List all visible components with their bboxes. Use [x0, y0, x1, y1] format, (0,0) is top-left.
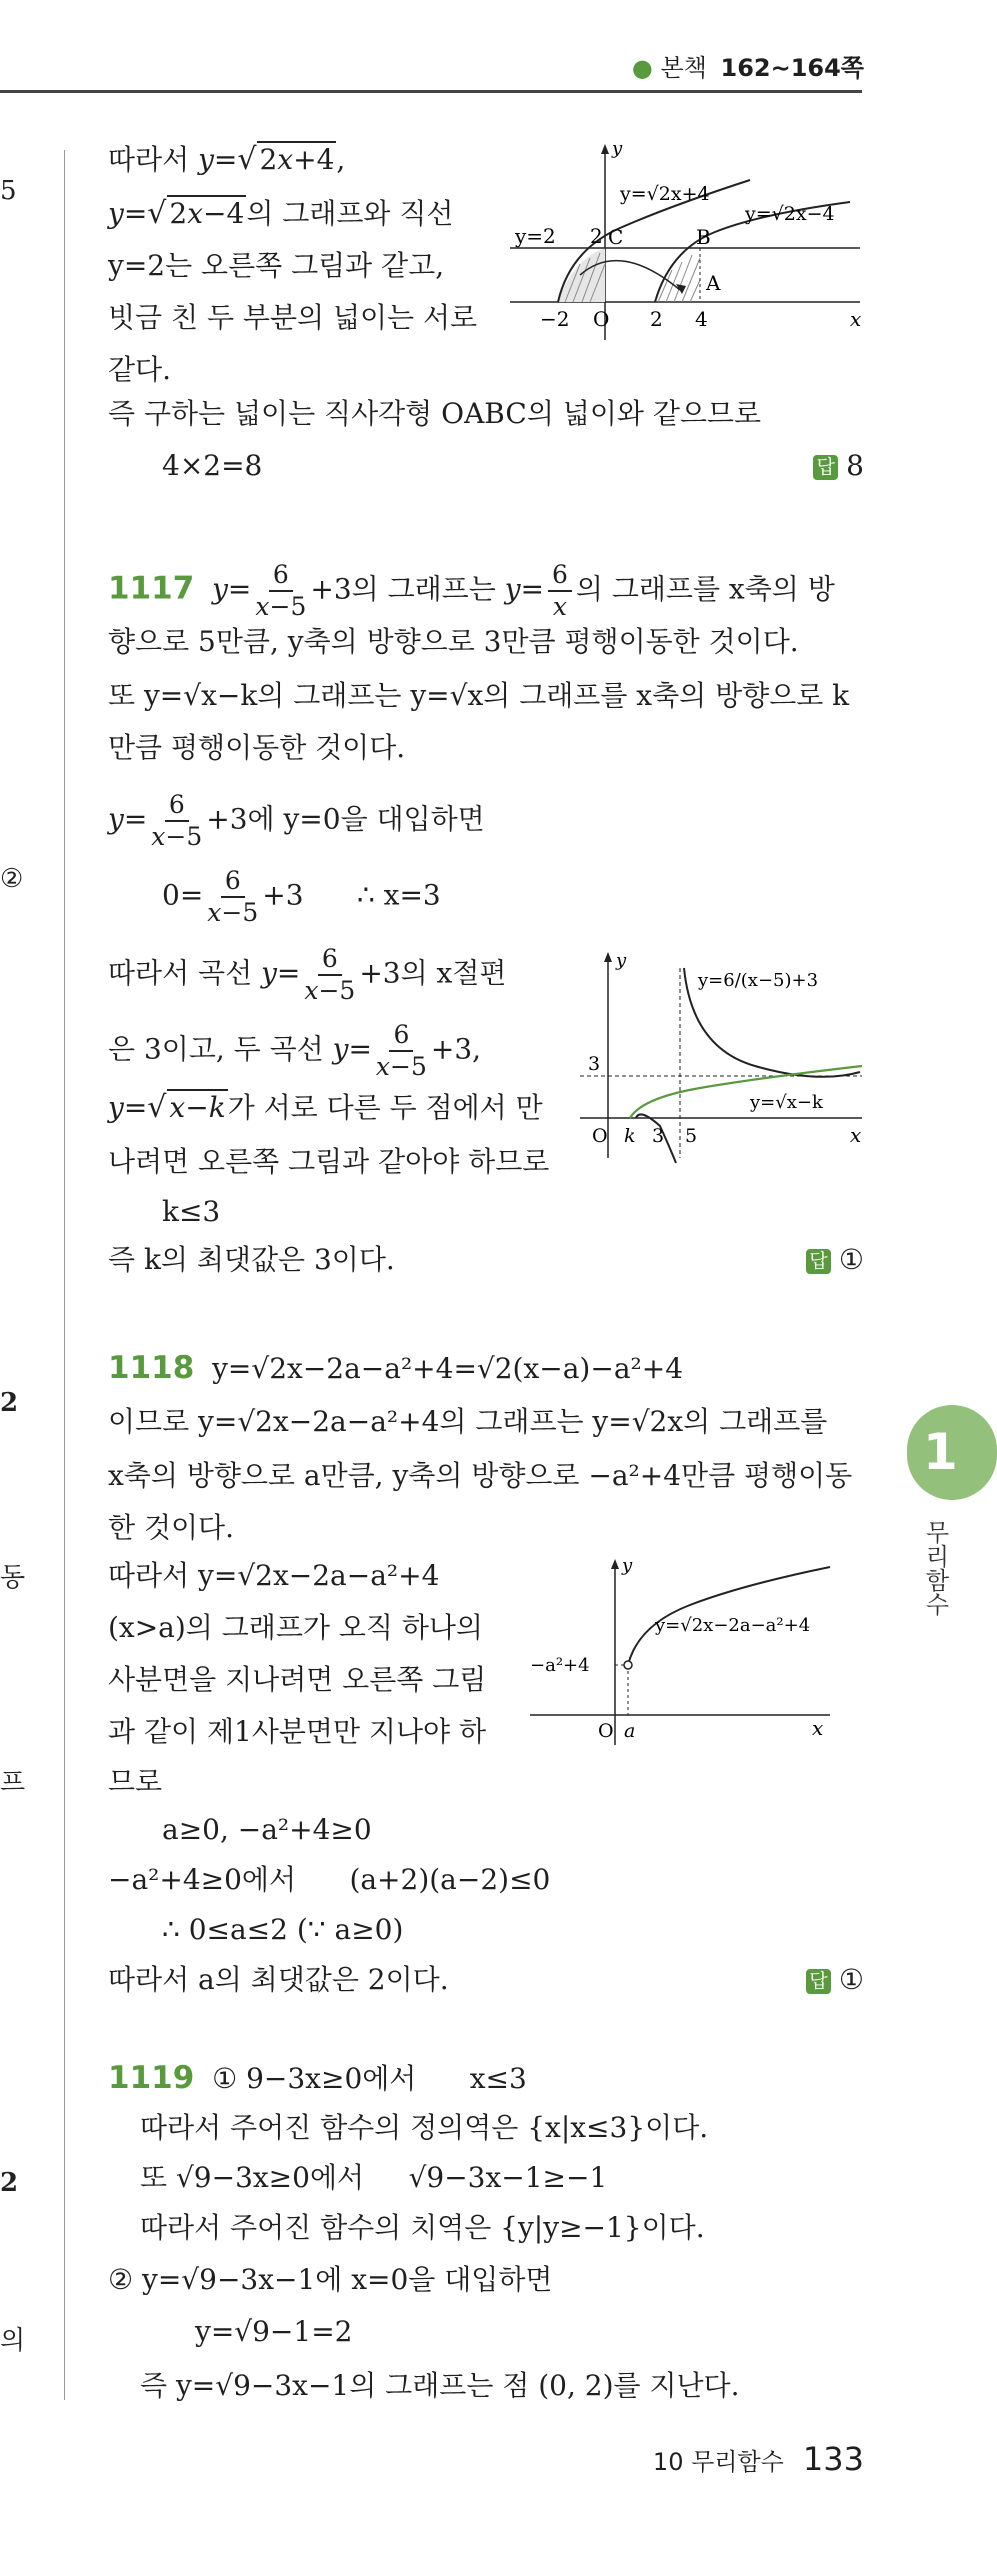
- p1119-line-2: 따라서 주어진 함수의 정의역은 {x|x≤3}이다.: [140, 2111, 709, 2144]
- graph-tick-neg2: −2: [540, 307, 570, 331]
- p1117-text: 따라서 곡선: [108, 956, 253, 990]
- left-frag-2: ②: [0, 864, 24, 894]
- graph-tick-5: 5: [685, 1125, 698, 1147]
- prev-line-4: 빗금 친 두 부분의 넓이는 서로: [108, 301, 478, 334]
- p1117-text: +3의 그래프는: [310, 572, 496, 606]
- p1117-answer-value: ①: [838, 1243, 864, 1276]
- p1118-line-3: x축의 방향으로 a만큼, y축의 방향으로 −a²+4만큼 평행이동: [108, 1459, 853, 1492]
- p1118-line-7: 사분면을 지나려면 오른쪽 그림: [108, 1663, 487, 1696]
- p1118-line-5: 따라서 y=√2x−2a−a²+4: [108, 1559, 440, 1592]
- p1119-line-3: [140, 2158, 607, 2198]
- frac: $\frac{6}{x-5}$: [207, 866, 259, 927]
- left-frag-6: 2: [0, 2168, 19, 2198]
- graph-tick-k: k: [624, 1125, 636, 1147]
- graph-x-label: x: [850, 307, 862, 331]
- answer-icon: 답: [806, 1969, 831, 1994]
- answer-icon: 답: [813, 455, 838, 480]
- p1117-text: ∴ x=3: [356, 878, 441, 912]
- p1119-line-7: 즉 y=√9−3x−1의 그래프는 점 (0, 2)를 지난다.: [140, 2369, 740, 2402]
- p1117-answer: [806, 1240, 864, 1280]
- frac: $\frac{6}{x}$: [548, 560, 572, 622]
- p1117-text: +3: [262, 878, 304, 912]
- graph-point-b: B: [696, 225, 711, 249]
- p1118-number: 1118: [108, 1350, 195, 1386]
- chapter-tab-number: 1: [923, 1423, 958, 1481]
- p1117-text: +3에 y=0을 대입하면: [206, 802, 485, 836]
- p1118-line-12: ∴ 0≤a≤2 (∵ a≥0): [162, 1913, 404, 1946]
- graph-tick-2: 2: [650, 307, 663, 331]
- p1119-text: x≤3: [469, 2062, 527, 2095]
- p1117-line-12: 즉 k의 최댓값은 3이다.: [108, 1243, 395, 1276]
- graph-origin: O: [592, 1125, 608, 1147]
- chapter-tab-text: 무리함수: [921, 1520, 949, 1616]
- prev-text: 의 그래프와 직선: [246, 197, 454, 230]
- answer-icon: 답: [806, 1249, 831, 1274]
- p1119-line-4: 따라서 주어진 함수의 치역은 {y|y≥−1}이다.: [140, 2211, 705, 2244]
- column-divider: [64, 150, 65, 2400]
- p1117-text: +3,: [430, 1032, 482, 1066]
- chapter-tab: [907, 1405, 997, 1500]
- footer: [653, 2440, 864, 2478]
- p1118-line-2: 이므로 y=√2x−2a−a²+4의 그래프는 y=√2x의 그래프를: [108, 1405, 828, 1438]
- p1119-text: ① 9−3x≥0에서: [212, 2062, 417, 2095]
- header-book-ref: 본책: [660, 54, 707, 82]
- p1117-text: 가 서로 다른 두 점에서 만: [227, 1091, 543, 1124]
- graph-yint: −a²+4: [530, 1655, 590, 1676]
- header-pages: 162∼164쪽: [720, 54, 864, 82]
- p1117-line-4: 만큼 평행이동한 것이다.: [108, 731, 406, 764]
- graph-line-label: y=2: [515, 224, 556, 248]
- graph-tick-4: 4: [695, 307, 708, 331]
- left-frag-4: 동: [0, 1563, 26, 1593]
- left-frag-5: 프: [0, 1768, 26, 1798]
- p1117-line-9: y=√ x−k가 서로 다른 두 점에서 만: [108, 1090, 543, 1125]
- left-frag-7: 의: [0, 2326, 26, 2356]
- p1119-line-1: [108, 2058, 527, 2099]
- graph-curve-1: y=√2x+4: [620, 183, 710, 205]
- graph-tick-y3: 3: [588, 1053, 601, 1075]
- prev-line-6: 즉 구하는 넓이는 직사각형 OABC의 넓이와 같으므로: [108, 397, 762, 430]
- graph-tick-y2: 2: [590, 224, 603, 248]
- p1117-text: 은 3이고, 두 곡선: [108, 1032, 324, 1066]
- left-frag-1: 5: [0, 176, 17, 206]
- p1119-text: 또 √9−3x≥0에서: [140, 2161, 365, 2194]
- footer-page-number: 133: [802, 2440, 864, 2478]
- p1117-line-1: 1117 y= $\frac{6}{x-5}$ +3의 그래프는 y= $\frac{6}{x}$ 의 그래프를 x축의 방: [108, 560, 835, 621]
- p1118-line-11: [108, 1860, 550, 1900]
- p1119-number: 1119: [108, 2060, 195, 2096]
- graph-x-label: x: [812, 1716, 824, 1740]
- p1118-line-1: [108, 1348, 683, 1389]
- p1117-line-7: 따라서 곡선 y= $\frac{6}{x-5}$ +3의 x절편: [108, 944, 507, 1005]
- p1118-line-6: (x>a)의 그래프가 오직 하나의: [108, 1611, 483, 1644]
- header-ref: [632, 48, 864, 83]
- graph-curve-2: y=√2x−4: [745, 203, 835, 225]
- frac: $\frac{6}{x-5}$: [304, 944, 356, 1005]
- graph-y-label: y: [622, 1555, 633, 1576]
- p1118-graph: [530, 1555, 880, 1750]
- p1118-text: y=√2x−2a−a²+4=√2(x−a)−a²+4: [212, 1352, 684, 1385]
- footer-chapter: 10 무리함수: [652, 2448, 784, 2476]
- prev-line-7: 4×2=8: [162, 449, 263, 482]
- p1117-line-6: 0= $\frac{6}{x-5}$ +3 ∴ x=3: [162, 866, 441, 927]
- p1117-line-10: 나려면 오른쪽 그림과 같아야 하므로: [108, 1145, 550, 1178]
- p1118-text: −a²+4≥0에서: [108, 1863, 297, 1896]
- p1118-line-10: a≥0, −a²+4≥0: [162, 1813, 372, 1846]
- p1118-answer-value: ①: [838, 1963, 864, 1996]
- graph-y-label: y: [616, 950, 627, 971]
- p1117-text: +3의 x절편: [359, 956, 507, 990]
- p1117-graph: [580, 948, 870, 1168]
- graph-point-c: C: [608, 225, 624, 249]
- graph-tick-a: a: [624, 1720, 636, 1742]
- graph-point-a: A: [706, 271, 721, 295]
- prev-graph: [510, 140, 870, 340]
- bullet-dot: ●: [631, 54, 653, 82]
- graph-origin: O: [593, 307, 610, 331]
- graph-curve-1: y=√2x−2a−a²+4: [655, 1615, 811, 1636]
- p1118-line-4: 한 것이다.: [108, 1511, 234, 1544]
- header-rule: [0, 90, 862, 93]
- p1117-number: 1117: [108, 570, 195, 607]
- prev-text: 따라서: [108, 143, 190, 176]
- frac: $\frac{6}{x-5}$: [255, 560, 307, 621]
- prev-line-5: 같다.: [108, 353, 171, 386]
- frac: $\frac{6}{x-5}$: [375, 1020, 427, 1081]
- graph-y-label: y: [612, 138, 623, 159]
- p1118-text: (a+2)(a−2)≤0: [349, 1863, 551, 1896]
- graph-curve-1: y=6/(x−5)+3: [698, 970, 819, 991]
- frac: $\frac{6}{x-5}$: [151, 790, 203, 851]
- p1117-line-5: y= $\frac{6}{x-5}$ +3에 y=0을 대입하면: [108, 790, 485, 851]
- p1117-text: 의 그래프를 x축의 방: [575, 572, 835, 606]
- graph-origin: O: [598, 1720, 614, 1742]
- p1117-line-8: 은 3이고, 두 곡선 y= $\frac{6}{x-5}$ +3,: [108, 1020, 482, 1081]
- graph-curve-2: y=√x−k: [750, 1092, 823, 1113]
- p1117-line-11: k≤3: [162, 1195, 221, 1228]
- p1119-line-6: y=√9−1=2: [195, 2315, 353, 2348]
- graph-x-label: x: [850, 1123, 862, 1147]
- prev-line-1: 따라서 y=√ 2x+4,: [108, 142, 346, 177]
- prev-answer: [813, 446, 864, 486]
- p1118-line-9: 므로: [108, 1765, 163, 1798]
- p1117-line-3: 또 y=√x−k의 그래프는 y=√x의 그래프를 x축의 방향으로 k: [108, 679, 850, 712]
- p1119-text: √9−3x−1≥−1: [408, 2161, 608, 2194]
- p1118-line-13: 따라서 a의 최댓값은 2이다.: [108, 1963, 449, 1996]
- prev-answer-value: 8: [846, 449, 864, 482]
- p1118-line-8: 과 같이 제1사분면만 지나야 하: [108, 1715, 486, 1748]
- prev-line-2: y=√ 2x−4의 그래프와 직선: [108, 196, 454, 231]
- p1119-line-5: ② y=√9−3x−1에 x=0을 대입하면: [108, 2263, 553, 2296]
- left-frag-3: 2: [0, 1388, 19, 1418]
- p1117-line-2: 향으로 5만큼, y축의 방향으로 3만큼 평행이동한 것이다.: [108, 625, 799, 658]
- prev-line-3: y=2는 오른쪽 그림과 같고,: [108, 249, 445, 282]
- graph-tick-3: 3: [652, 1125, 665, 1147]
- p1118-answer: [806, 1960, 864, 2000]
